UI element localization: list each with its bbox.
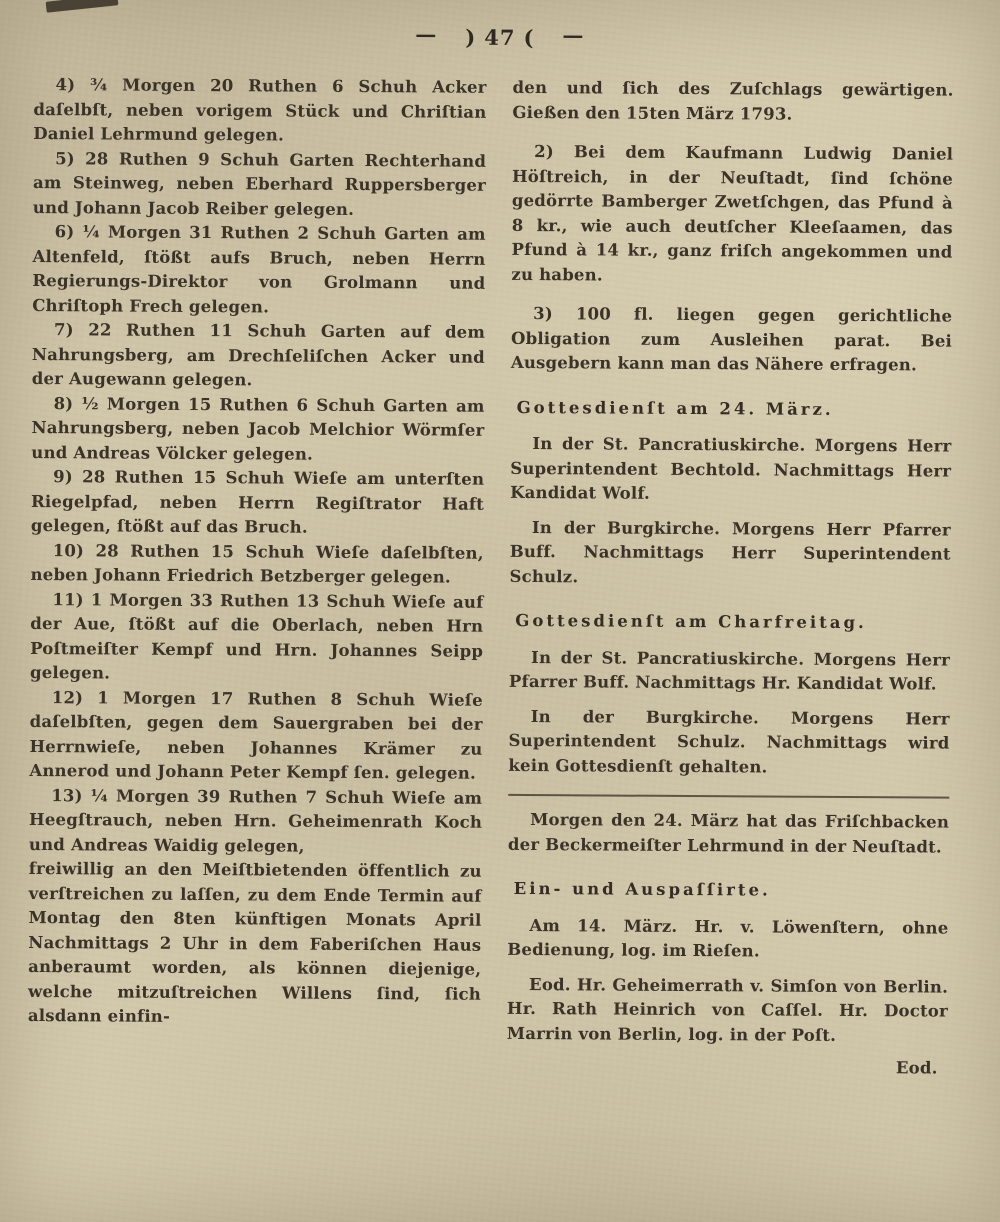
two-column-layout — [28, 73, 966, 1081]
advert-item-2: 2) Bei dem Kaufmann Ludwig Daniel Höſtreich, in der Neuſtadt, ſind ſchöne gedörrte Bamberger Zwetſchgen, das Pfund à 8 kr., wie auch deutſcher Kleeſaamen, das Pfund à 14 kr., ganz friſch angekommen und zu haben. — [511, 142, 954, 284]
notice-item-13: 13) ¼ Morgen 39 Ruthen 7 Schuh Wieſe am Heegſtrauch, neben Hrn. Geheimenrath Koch und Andreas Waidig gelegen, — [28, 785, 483, 856]
arrival-entry-1: Am 14. März. Hr. v. Löwenſtern, ohne Bedienung, log. im Rieſen. — [507, 915, 949, 961]
section-heading-gottesdienst-charfreitag: Gottesdienſt am Charfreitag. — [515, 610, 867, 633]
notice-item-9: 9) 28 Ruthen 15 Schuh Wieſe am unterſten Riegelpfad, neben Herrn Regiſtrator Haft gelegen, ſtößt auf das Bruch. — [30, 467, 485, 537]
service-pancratius-charfreitag: In der St. Pancratiuskirche. Morgens Herr Pfarrer Buff. Nachmittags Hr. Kandidat Wolf. — [508, 647, 951, 694]
notice-item-4: 4) ¾ Morgen 20 Ruthen 6 Schuh Acker daſelbſt, neben vorigem Stück und Chriſtian Daniel Lehrmund gelegen. — [33, 75, 487, 145]
notice-continuation: freiwillig an den Meiſtbietenden öffentlich zu verſtreichen zu laſſen, zu dem Ende Termin auf Montag den 8ten künftigen Monats April Nachmittags 2 Uhr in dem Faberiſchen Haus anberaumt worden, als können diejenige, welche mitzuſtreichen Willens ſind, ſich alsdann einfin- — [27, 858, 482, 1026]
page-header — [34, 22, 966, 53]
page-content — [28, 16, 966, 1081]
baker-notice: Morgen den 24. März hat das Friſchbacken der Beckermeiſter Lehrmund in der Neuſtadt. — [507, 810, 950, 857]
continuation-paragraph: den und ſich des Zuſchlags gewärtigen. Gießen den 15ten März 1793. — [512, 77, 954, 124]
page-number: 47 — [484, 24, 516, 50]
notice-item-10: 10) 28 Ruthen 15 Schuh Wieſe daſelbſten, neben Johann Friedrich Betzberger gelegen. — [30, 540, 484, 587]
service-pancratius: In der St. Pancratiuskirche. Morgens Herr Superintendent Bechtold. Nachmittags Herr Kandidat Wolf. — [510, 434, 952, 503]
notice-item-12: 12) 1 Morgen 17 Ruthen 8 Schuh Wieſe daſelbſten, gegen dem Sauergraben bei der Herrnwieſe, neben Johannes Krämer zu Annerod und Johann Peter Kempf ſen. gelegen. — [29, 687, 483, 783]
notice-item-6: 6) ¼ Morgen 31 Ruthen 2 Schuh Garten am Altenfeld, ſtößt aufs Bruch, neben Herrn Regierungs-Direktor von Grolmann und Chriſtoph Frech gelegen. — [32, 222, 486, 316]
left-column — [28, 73, 487, 1031]
notice-item-8: 8) ½ Morgen 15 Ruthen 6 Schuh Garten am Nahrungsberg, neben Jacob Melchior Wörmſer und Andreas Völcker gelegen. — [31, 393, 485, 464]
header-bracket-right: ( — [523, 24, 535, 51]
section-heading-auspassirte: Ein- und Auspaſſirte. — [513, 878, 771, 900]
notice-item-5: 5) 28 Ruthen 9 Schuh Garten Rechterhand am Steinweg, neben Eberhard Ruppersberger und Johann Jacob Reiber gelegen. — [32, 148, 487, 219]
header-dash-left: — — [415, 21, 438, 47]
notice-item-7: 7) 22 Ruthen 11 Schuh Garten auf dem Nahrungsberg, am Drechſeliſchen Acker und der Augewann gelegen. — [31, 320, 486, 390]
header-bracket-left: ) — [465, 24, 477, 50]
service-burgkirche: In der Burgkirche. Morgens Herr Pfarrer Buff. Nachmittags Herr Superintendent Schulz. — [509, 517, 951, 586]
scan-artifact — [46, 0, 119, 13]
header-dash-right: — — [562, 22, 585, 48]
signature-eod: Eod. — [895, 1058, 938, 1078]
notice-item-11: 11) 1 Morgen 33 Ruthen 13 Schuh Wieſe auf der Aue, ſtößt auf die Oberlach, neben Hrn Poſtmeiſter Kempf und Hrn. Johannes Seipp gelegen. — [29, 589, 484, 683]
right-column — [507, 76, 954, 1081]
advert-item-3: 3) 100 fl. liegen gegen gerichtliche Obligation zum Ausleihen parat. Bei Ausgebern kann man das Nähere erfragen. — [510, 304, 953, 375]
arrival-entry-2: Eod. Hr. Geheimerrath v. Simſon von Berlin. Hr. Rath Heinrich von Caſſel. Hr. Doctor Marrin von Berlin, log. in der Poſt. — [506, 974, 949, 1045]
service-burgkirche-charfreitag: In der Burgkirche. Morgens Herr Superintendent Schulz. Nachmittags wird kein Gottesdienſt gehalten. — [508, 706, 950, 776]
section-heading-gottesdienst-maerz: Gottesdienſt am 24. März. — [516, 397, 834, 419]
divider-rule — [508, 794, 949, 799]
